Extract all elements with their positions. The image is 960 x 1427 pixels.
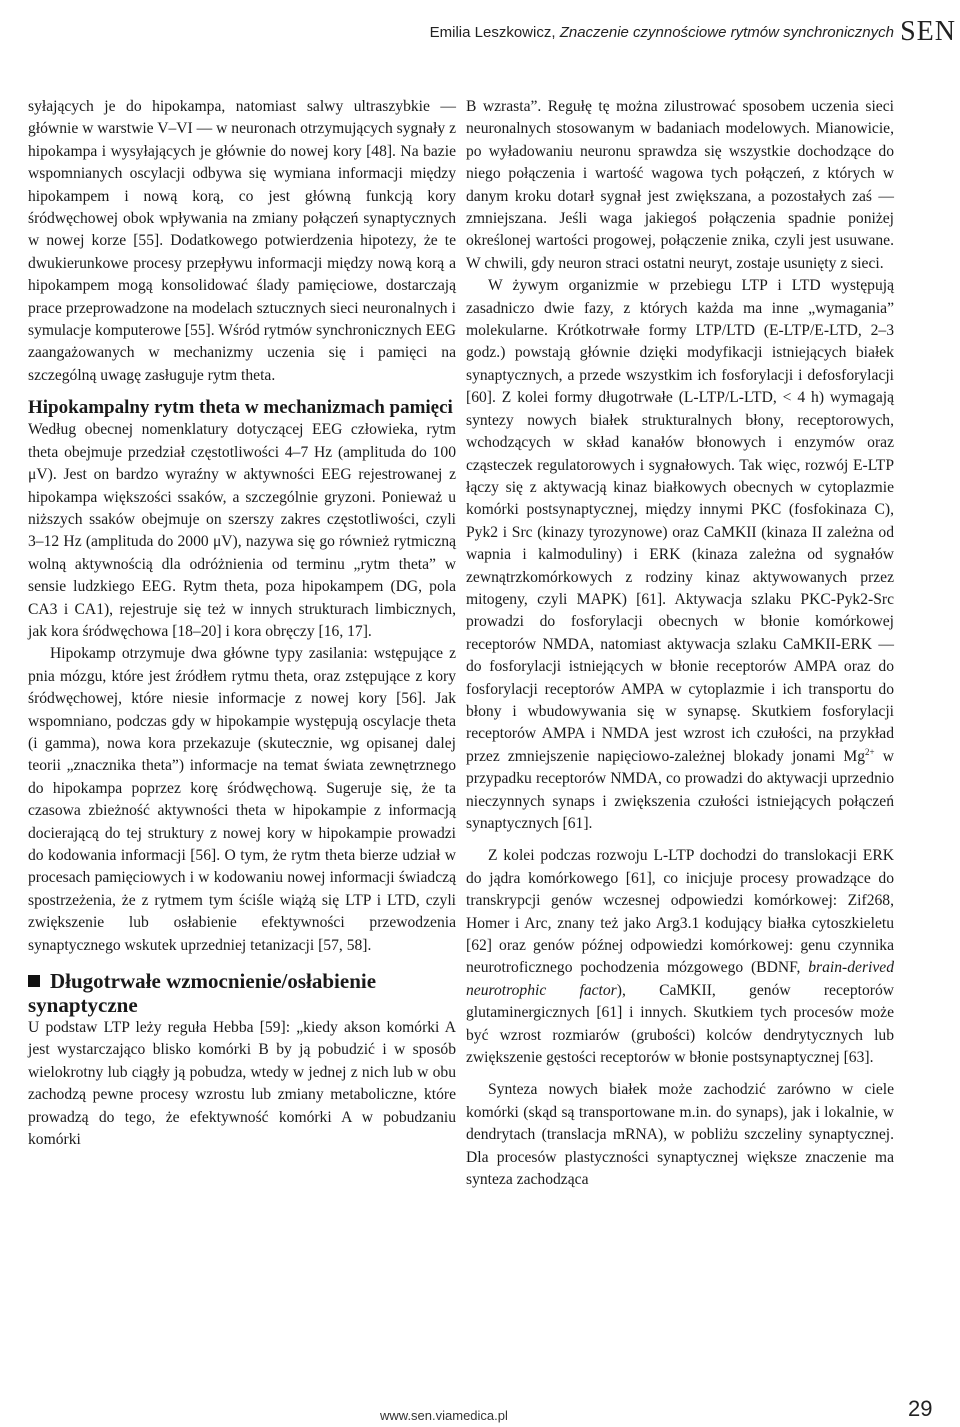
right-paragraph-3-part-b: ), CaMKII, genów receptorów glutaminergicznych [61] i innych. Skutkiem tych procesów może być wzrost rozmiarów (grubości) kolców dendrytycznych lub zwiększenie gęstości receptorów w błonie postsynaptycznej [63]. <box>466 981 894 1067</box>
left-paragraph-3: Hipokamp otrzymuje dwa główne typy zasilania: wstępujące z pnia mózgu, które jest źródłem rytmu theta, oraz zstępujące z kory śródwęchowej, które niesie informacje z nowej kory [56]. Jak wspomniano, podczas gdy w hipokampie występują oscylacje theta (i gamma), nowa kora przekazuje (skutecznie, wg opisanej dalej teorii „znacznika theta”) informacje na temat świata zewnętrznego do hipokampa poprzez korę śródwęchową. Sugeruje się, że ta czasowa zbieżność aktywności theta w hipokampie z informacją docierającą do tej struktury z nowej kory w hipokampie prowadzi do kodowania informacji [56]. O tym, że rytm theta bierze udział w procesach pamięciowych i w kodowaniu nowej informacji świadczą spostrzeżenia, że z rytmem tym ściśle wiążą się LTP i LTD, czyli zwiększenie lub osłabienie efektywności przewodzenia synaptycznego wskutek uprzedniej tetanizacji [57, 58]. <box>28 645 456 954</box>
right-paragraph-2 <box>466 275 894 835</box>
section-heading-text: Długotrwałe wzmocnienie/osłabienie synaptyczne <box>28 969 377 1018</box>
left-paragraph-1: syłających je do hipokampa, natomiast salwy ultraszybkie — głównie w warstwie V–VI — w neuronach otrzymujących sygnały z hipokampa i wysyłających je głównie do nowej kory [48]. Na bazie wspomnianych oscylacji odbywa się wymiana informacji między hipokampem i nową korą, co jest główną funkcją kory śródwęchowej obok wpływania na zmiany połączeń synaptycznych w nowej korze [55]. Dodatkowego potwierdzenia hipotezy, że te dwukierunkowe procesy przepływu informacji między nową korą a hipokampem mogą konsolidować ślady pamięciowe, dostarczają prace przeprowadzone na modelach sztucznych sieci neuronalnych i symulacje komputerowe [55]. Wśród rytmów synchronicznych EEG zaangażowanych w mechanizmy uczenia się i pamięci na szczególną uwagę zasługuje rytm theta. <box>28 98 456 384</box>
section-square-marker <box>28 975 40 987</box>
left-paragraph-2: Według obecnej nomenklatury dotyczącej EEG człowieka, rytm theta obejmuje przedział częstotliwości 4–7 Hz (amplituda do 100 μV). Jest on bardzo wyraźny w aktywności EEG rejestrowanej z hipokampa większości ssaków, a szczególnie gryzoni. Ponieważ u niższych ssaków obejmuje on szerszy zakres częstotliwości, czyli 3–12 Hz (amplituda do 2000 μV), nazywa się go również rytmiczną wolną aktywnością dla odróżnienia od terminu „rytm theta” w sensie ludzkiego EEG. Rytm theta, poza hipokampem (DG, pola CA3 i CA1), rejestruje się też w innych strukturach limbicznych, jak kora śródwęchowa [18–20] i kora obręczy [16, 17]. <box>28 421 456 640</box>
section-heading-ltp <box>28 969 456 1017</box>
journal-logo: SEN <box>900 16 956 47</box>
running-header <box>0 16 960 52</box>
right-paragraph-2-part-b: w przypadku receptorów NMDA, co prowadzi do aktywacji uprzednio nieczynnych synaps i zwiększenia czułości istniejących połączeń synaptycznych [61]. <box>466 747 894 832</box>
running-header-text <box>430 24 894 41</box>
right-paragraph-1: B wzrasta”. Regułę tę można zilustrować sposobem uczenia sieci neuronalnych stosowanym w badaniach modelowych. Mianowicie, po wyładowaniu neuronu sprawdza się wszystkie dochodzące do niego połączenia i wartość wagowa tych połączeń, z których w danym kroku dotarł sygnał jest zwiększana, a pozostałych zaś — zmniejszana. Jeśli waga jakiegoś połączenia spadnie poniżej określonej wartości progowej, połączenie znika, czyli jest usuwane. W chwili, gdy neuron straci ostatni neuryt, zostaje usunięty z sieci. <box>466 98 894 272</box>
right-column <box>466 96 894 1192</box>
left-column <box>28 96 456 1151</box>
bdnf-italic-term: brain-derived neurotrophic factor <box>466 959 894 999</box>
right-paragraph-2-part-a: W żywym organizmie w przebiegu LTP i LTD występują zasadniczo dwie fazy, z których każda ma inne „wymagania” molekularne. Krótkotrwałe formy LTP/LTD (E-LTP/E-LTD, 2–3 godz.) powstają głównie dzięki modyfikacji istniejących białek synaptycznych, a przede wszystkim ich fosforylacji i defosforylacji [60]. Z kolei formy długotrwałe (L-LTP/L-LTD, < 4 h) wymagają syntezy nowych białek strukturalnych błony, receptorowych, wchodzących w skład kanałów błonowych i enzymów oraz cząsteczek regulatorowych i sygnałowych. Tak więc, rozwój E-LTP łączy się z aktywacją kinaz białkowych obecnych w cytoplazmie komórki postsynaptycznej, między innymi PKC (fosfokinaza C), Pyk2 i Src (kinazy tyrozynowe) oraz CaMKII (kinaza II zależna od wapnia i kalmoduliny) i ERK (kinaza zależna od sygnałów zewnątrzkomórkowych z rodziny kinaz aktywowanych przez mitogeny, czyli MAPK) [61]. Aktywacja szlaku PKC-Pyk2-Src prowadzi do fosforylacji obecnych w błonie komórkowej receptorów NMDA, natomiast aktywacja szlaku CaMKII-ERK — do fosforylacji istniejących w błonie receptorów AMPA oraz do fosforylacji receptorów AMPA w cytoplazmie i ich transportu do błony i wbudowywania się w synapsę. Skutkiem fosforylacji receptorów AMPA i NMDA jest wzrost ich czułości, na przykład przez zmniejszenie napięciowo-zależnej blokady jonami Mg <box>466 277 894 765</box>
mg-charge-superscript: 2+ <box>865 746 875 757</box>
header-article-title: Znaczenie czynnościowe rytmów synchronicznych <box>559 24 894 41</box>
footer-url[interactable]: www.sen.viamedica.pl <box>380 1408 508 1423</box>
header-author: Emilia Leszkowicz, <box>429 24 556 41</box>
subsection-heading-theta: Hipokampalny rytm theta w mechanizmach pamięci <box>28 397 453 419</box>
right-paragraph-3-part-a: Z kolei podczas rozwoju L-LTP dochodzi do translokacji ERK do jądra komórkowego [61], co inicjuje procesy prowadzące do transkrypcji genów wczesnej odpowiedzi komórkowej: Zif268, Homer i Arc, znany też jako Arg3.1 kodujący białka cytoszkieletu [62] oraz genów późnej odpowiedzi komórkowej: genu czynnika neurotroficznego pochodzenia mózgowego (BDNF, <box>466 847 894 977</box>
right-paragraph-4: Synteza nowych białek może zachodzić zarówno w ciele komórki (skąd są transportowane m.in. do synaps), jak i lokalnie, w dendrytach (translacja mRNA), w pobliżu szczeliny synaptycznej. Dla procesów plastyczności synaptycznej większe znaczenie ma synteza zachodząca <box>466 1081 894 1189</box>
right-paragraph-3 <box>466 845 894 1069</box>
left-paragraph-4: U podstaw LTP leży reguła Hebba [59]: „kiedy akson komórki A jest wystarczająco blisko komórki B by ją pobudzić i w sposób wielokrotny lub ciągły ją pobudza, wtedy w jednej z nich lub w obu zachodzą pewne procesy wzrostu lub zmiany metaboliczne, które prowadzą do tego, że efektywność komórki A w pobudzaniu komórki <box>28 1019 456 1149</box>
page-number: 29 <box>908 1396 933 1421</box>
